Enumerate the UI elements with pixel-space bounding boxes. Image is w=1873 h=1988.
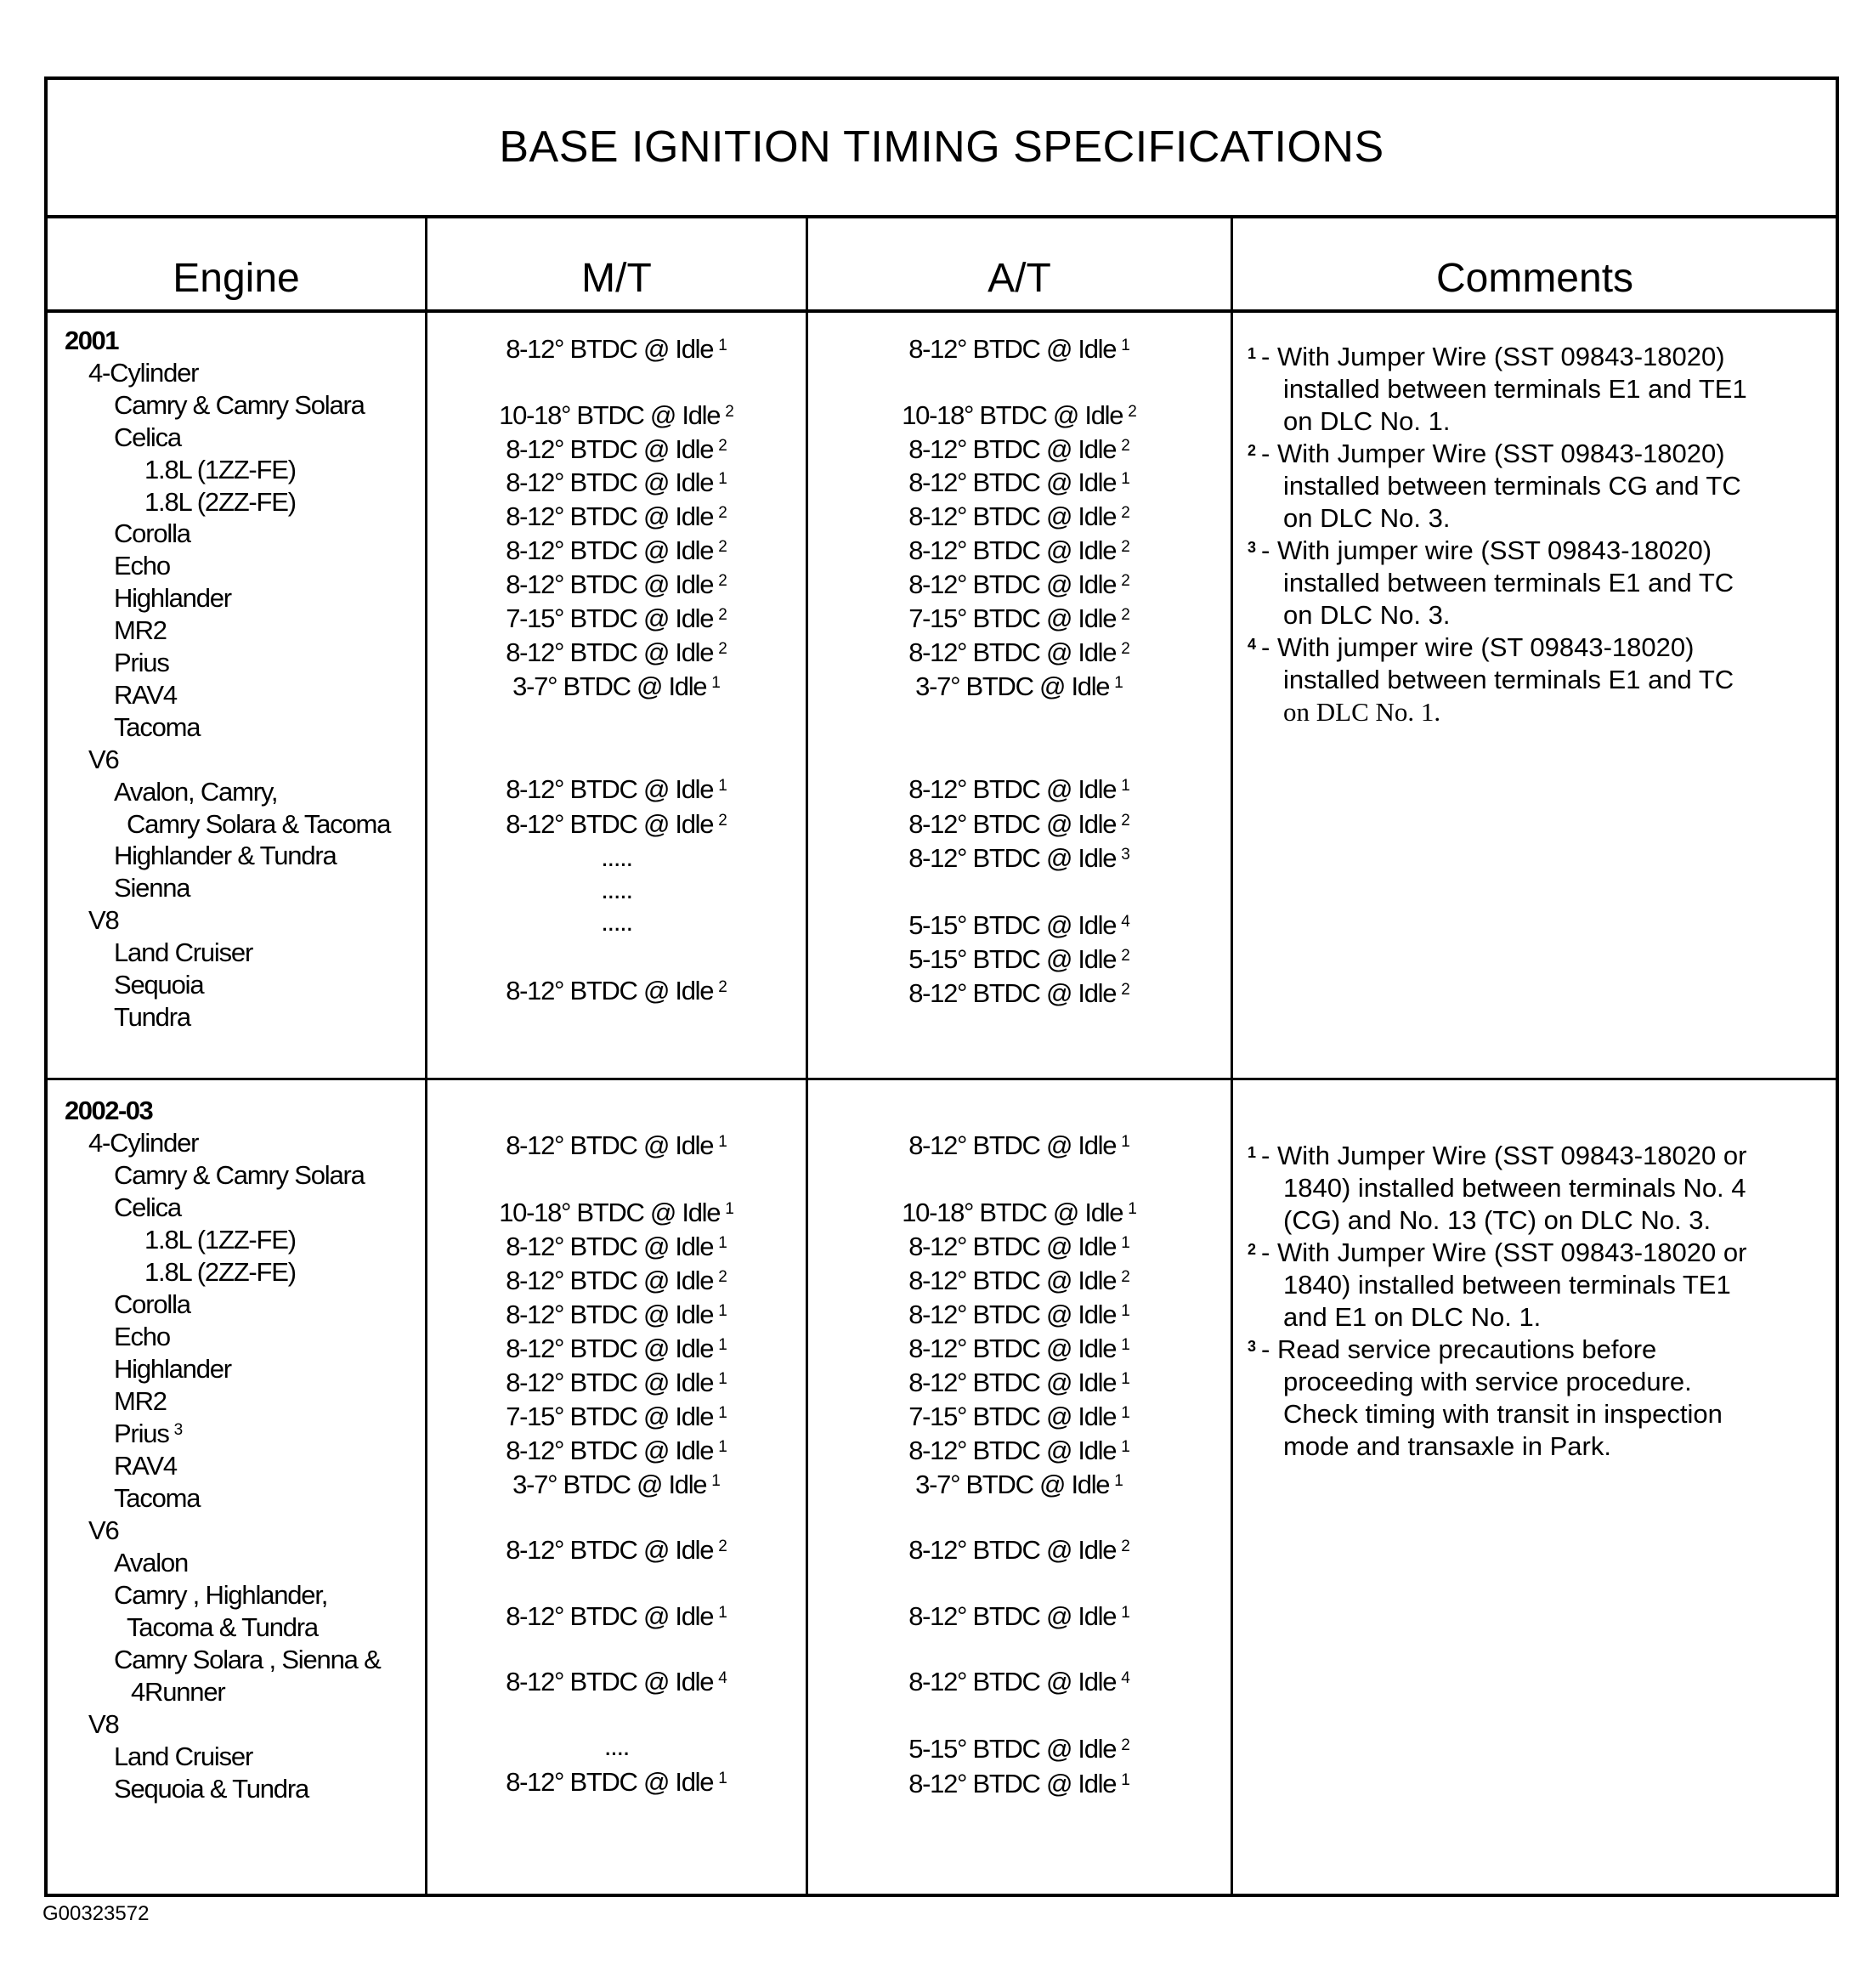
mt-value: 8-12° BTDC @ Idle $^1$ bbox=[506, 774, 727, 804]
footnote-marker: 1 bbox=[718, 470, 727, 488]
footnote-marker: 1 bbox=[1121, 1336, 1130, 1354]
at-value: 7-15° BTDC @ Idle $^1$ bbox=[908, 1402, 1130, 1431]
mt-value: ..... bbox=[601, 842, 632, 872]
mt-value: 8-12° BTDC @ Idle $^1$ bbox=[506, 1232, 727, 1261]
footnote-number: 2 bbox=[1248, 1241, 1257, 1258]
footnote-marker: 1 bbox=[718, 1370, 727, 1388]
mt-value: 8-12° BTDC @ Idle $^1$ bbox=[506, 1130, 727, 1160]
at-value: 10-18° BTDC @ Idle $^1$ bbox=[902, 1198, 1137, 1227]
footnote-marker: 1 bbox=[711, 674, 721, 692]
footnote-marker: 2 bbox=[1121, 947, 1130, 965]
mt-value: 8-12° BTDC @ Idle $^1$ bbox=[506, 1767, 727, 1797]
footnote-item bbox=[1248, 632, 1747, 728]
footnote-line: installed between terminals E1 and TE1 bbox=[1283, 374, 1747, 404]
mt-value: ..... bbox=[601, 875, 632, 904]
footnote-marker: 1 bbox=[718, 1133, 727, 1151]
year-heading: 2002-03 bbox=[65, 1096, 153, 1125]
footnote-marker: 1 bbox=[718, 1234, 727, 1252]
footnote-marker: 2 bbox=[725, 403, 734, 421]
footnote-marker: 1 bbox=[1121, 470, 1130, 488]
at-value: 8-12° BTDC @ Idle $^1$ bbox=[908, 1300, 1130, 1329]
footnote-line: proceeding with service procedure. bbox=[1283, 1367, 1692, 1396]
footnote-marker: 3 bbox=[1121, 846, 1130, 864]
engine-label: Celica bbox=[114, 422, 181, 452]
footnote-line: mode and transaxle in Park. bbox=[1283, 1431, 1611, 1461]
footnote-marker: 2 bbox=[718, 812, 727, 830]
comments-block bbox=[1248, 1140, 1746, 1463]
footnote-marker: 2 bbox=[1121, 812, 1130, 830]
column-header-mt: M/T bbox=[581, 256, 652, 301]
engine-label: Highlander bbox=[114, 1354, 231, 1384]
at-value: 8-12° BTDC @ Idle $^1$ bbox=[908, 774, 1130, 804]
at-value: 7-15° BTDC @ Idle $^2$ bbox=[908, 603, 1130, 633]
engine-label: Echo bbox=[114, 1322, 170, 1351]
mt-value: 8-12° BTDC @ Idle $^1$ bbox=[506, 1300, 727, 1329]
footnote-marker: 1 bbox=[725, 1200, 734, 1218]
engine-label: Camry Solara , Sienna & bbox=[114, 1645, 381, 1674]
year-heading: 2001 bbox=[65, 326, 118, 355]
footnote-marker: 4 bbox=[1121, 1669, 1130, 1687]
engine-label: 1.8L (2ZZ-FE) bbox=[144, 486, 296, 517]
footnote-line: $^4$ - With jumper wire (ST 09843-18020) bbox=[1248, 632, 1695, 662]
engine-label: Land Cruiser bbox=[114, 1742, 253, 1771]
mt-value: 8-12° BTDC @ Idle $^1$ bbox=[506, 1368, 727, 1397]
at-value: 8-12° BTDC @ Idle $^1$ bbox=[908, 1334, 1130, 1363]
mt-value: 8-12° BTDC @ Idle $^2$ bbox=[506, 1535, 727, 1565]
engine-label: Prius bbox=[114, 648, 169, 677]
footnote-line: 1840) installed between terminals TE1 bbox=[1283, 1270, 1731, 1300]
at-value: 5-15° BTDC @ Idle $^2$ bbox=[908, 944, 1130, 974]
engine-label: Echo bbox=[114, 551, 170, 581]
footnote-marker: 1 bbox=[1121, 1234, 1130, 1252]
footnote-marker: 2 bbox=[1121, 1736, 1130, 1754]
engine-label: 1.8L (1ZZ-FE) bbox=[144, 454, 296, 484]
at-value: 8-12° BTDC @ Idle $^3$ bbox=[908, 843, 1130, 873]
mt-value: 3-7° BTDC @ Idle $^1$ bbox=[512, 671, 721, 701]
footnote-marker: 2 bbox=[1121, 437, 1130, 455]
footnote-item bbox=[1248, 341, 1747, 438]
engine-label: Land Cruiser bbox=[114, 937, 253, 968]
engine-label: Tundra bbox=[114, 1001, 190, 1032]
mt-value: 8-12° BTDC @ Idle $^1$ bbox=[506, 1601, 727, 1631]
engine-label: 4-Cylinder bbox=[88, 357, 199, 388]
engine-label: 1.8L (2ZZ-FE) bbox=[144, 1257, 296, 1287]
at-value: 8-12° BTDC @ Idle $^2$ bbox=[908, 1266, 1130, 1295]
footnote-marker: 1 bbox=[718, 1404, 727, 1422]
footnote-line: on DLC No. 1. bbox=[1283, 697, 1441, 727]
footnote-line: $^2$ - With Jumper Wire (SST 09843-18020) bbox=[1248, 439, 1725, 468]
footnote-marker: 1 bbox=[1114, 1472, 1123, 1490]
footnote-item bbox=[1248, 535, 1747, 632]
footnote-item bbox=[1248, 438, 1747, 535]
at-value: 8-12° BTDC @ Idle $^2$ bbox=[908, 501, 1130, 531]
column-header-at: A/T bbox=[987, 256, 1051, 301]
engine-label: Camry , Highlander, bbox=[114, 1580, 328, 1610]
at-value: 5-15° BTDC @ Idle $^2$ bbox=[908, 1734, 1130, 1764]
footnote-marker: 1 bbox=[1121, 1302, 1130, 1320]
engine-label: Avalon bbox=[114, 1548, 189, 1577]
footnote-line: $^1$ - With Jumper Wire (SST 09843-18020 or bbox=[1248, 1141, 1747, 1170]
mt-value: 8-12° BTDC @ Idle $^2$ bbox=[506, 1266, 727, 1295]
footnote-number: 1 bbox=[1248, 345, 1257, 362]
footnote-marker: 2 bbox=[1121, 572, 1130, 590]
engine-label: Highlander bbox=[114, 583, 231, 614]
footnote-marker: 2 bbox=[1121, 504, 1130, 522]
footnote-marker: 1 bbox=[718, 1438, 727, 1456]
engine-label: Sequoia bbox=[114, 970, 204, 1000]
engine-label: Prius $^3$ bbox=[114, 1419, 184, 1448]
engine-label: Highlander & Tundra bbox=[114, 841, 337, 871]
at-value: 8-12° BTDC @ Idle $^1$ bbox=[908, 467, 1130, 497]
footnote-line: 1840) installed between terminals No. 4 bbox=[1283, 1173, 1746, 1203]
engine-label: Avalon, Camry, bbox=[114, 776, 278, 807]
at-value: 8-12° BTDC @ Idle $^1$ bbox=[908, 1601, 1130, 1631]
engine-label: RAV4 bbox=[114, 679, 177, 710]
at-value: 8-12° BTDC @ Idle $^2$ bbox=[908, 809, 1130, 839]
mt-value: 7-15° BTDC @ Idle $^2$ bbox=[506, 603, 727, 633]
footnote-marker: 1 bbox=[718, 777, 727, 795]
mt-value: 8-12° BTDC @ Idle $^2$ bbox=[506, 535, 727, 565]
at-value: 8-12° BTDC @ Idle $^2$ bbox=[908, 637, 1130, 667]
footnote-line: installed between terminals E1 and TC bbox=[1283, 568, 1734, 598]
footnote-line: $^2$ - With Jumper Wire (SST 09843-18020 or bbox=[1248, 1238, 1747, 1267]
footnote-number: 3 bbox=[1248, 539, 1257, 556]
footnote-marker: 2 bbox=[1121, 538, 1130, 556]
footnote-marker: 1 bbox=[1121, 777, 1130, 795]
at-value: 10-18° BTDC @ Idle $^2$ bbox=[902, 400, 1137, 430]
figure-code: G00323572 bbox=[42, 1902, 150, 1925]
footnote-marker: 1 bbox=[711, 1472, 721, 1490]
footnote-marker: 2 bbox=[1121, 981, 1130, 999]
comments-block bbox=[1248, 341, 1747, 728]
footnote-marker: 3 bbox=[173, 1421, 184, 1439]
engine-label: V8 bbox=[88, 905, 119, 936]
footnote-marker: 4 bbox=[1121, 913, 1130, 931]
engine-label: V6 bbox=[88, 744, 119, 774]
engine-label: Camry & Camry Solara bbox=[114, 1160, 365, 1190]
footnote-line: $^1$ - With Jumper Wire (SST 09843-18020) bbox=[1248, 342, 1725, 371]
footnote-marker: 2 bbox=[718, 504, 727, 522]
footnote-line: Check timing with transit in inspection bbox=[1283, 1399, 1723, 1429]
engine-label: MR2 bbox=[114, 1386, 167, 1416]
footnote-marker: 2 bbox=[718, 978, 727, 996]
footnote-marker: 1 bbox=[1121, 1370, 1130, 1388]
footnote-marker: 2 bbox=[718, 437, 727, 455]
engine-label: Tacoma bbox=[114, 711, 201, 742]
mt-value: 8-12° BTDC @ Idle $^2$ bbox=[506, 569, 727, 599]
footnote-number: 4 bbox=[1248, 636, 1257, 653]
section-divider bbox=[44, 1078, 1839, 1080]
mt-value: 8-12° BTDC @ Idle $^2$ bbox=[506, 976, 727, 1005]
column-divider-3 bbox=[1231, 217, 1233, 1895]
footnote-line: installed between terminals CG and TC bbox=[1283, 471, 1741, 501]
footnote-line: installed between terminals E1 and TC bbox=[1283, 665, 1734, 694]
footnote-marker: 1 bbox=[718, 1336, 727, 1354]
footnote-number: 2 bbox=[1248, 442, 1257, 459]
engine-label: RAV4 bbox=[114, 1451, 177, 1481]
at-value: 8-12° BTDC @ Idle $^1$ bbox=[908, 1436, 1130, 1465]
footnote-marker: 2 bbox=[1121, 606, 1130, 624]
mt-value: 8-12° BTDC @ Idle $^1$ bbox=[506, 1436, 727, 1465]
footnote-marker: 4 bbox=[718, 1669, 727, 1687]
mt-value: 3-7° BTDC @ Idle $^1$ bbox=[512, 1470, 721, 1499]
engine-label: Sienna bbox=[114, 873, 190, 903]
footnote-marker: 1 bbox=[1121, 1771, 1130, 1789]
engine-label: Corolla bbox=[114, 518, 190, 549]
at-value: 8-12° BTDC @ Idle $^2$ bbox=[908, 1535, 1130, 1565]
engine-label: 4Runner bbox=[131, 1677, 225, 1707]
page-title: BASE IGNITION TIMING SPECIFICATIONS bbox=[499, 122, 1384, 172]
engine-label: Camry Solara & Tacoma bbox=[127, 808, 391, 839]
footnote-marker: 2 bbox=[1121, 1268, 1130, 1286]
footnote-marker: 1 bbox=[1128, 1200, 1137, 1218]
footnote-number: 1 bbox=[1248, 1144, 1257, 1161]
at-value: 8-12° BTDC @ Idle $^1$ bbox=[908, 334, 1130, 364]
footnote-line: (CG) and No. 13 (TC) on DLC No. 3. bbox=[1283, 1205, 1712, 1235]
at-value: 3-7° BTDC @ Idle $^1$ bbox=[915, 1470, 1123, 1499]
engine-label: Tacoma bbox=[114, 1483, 201, 1513]
mt-value: 8-12° BTDC @ Idle $^4$ bbox=[506, 1667, 727, 1696]
at-value: 8-12° BTDC @ Idle $^1$ bbox=[908, 1130, 1130, 1160]
footnote-line: $^3$ - Read service precautions before bbox=[1248, 1334, 1657, 1364]
at-value: 3-7° BTDC @ Idle $^1$ bbox=[915, 671, 1123, 701]
at-value: 8-12° BTDC @ Idle $^1$ bbox=[908, 1368, 1130, 1397]
at-value: 8-12° BTDC @ Idle $^2$ bbox=[908, 978, 1130, 1008]
footnote-marker: 2 bbox=[1128, 403, 1137, 421]
footnote-marker: 2 bbox=[718, 572, 727, 590]
footnote-marker: 1 bbox=[1121, 1438, 1130, 1456]
mt-value: 8-12° BTDC @ Idle $^1$ bbox=[506, 1334, 727, 1363]
column-header-comments: Comments bbox=[1435, 256, 1634, 301]
mt-value: ..... bbox=[601, 907, 632, 937]
footnote-marker: 1 bbox=[718, 337, 727, 354]
engine-label: V8 bbox=[88, 1709, 119, 1739]
footnote-marker: 1 bbox=[1121, 337, 1130, 354]
engine-label: MR2 bbox=[114, 615, 167, 646]
engine-label: Celica bbox=[114, 1192, 181, 1222]
engine-label: V6 bbox=[88, 1515, 119, 1545]
mt-value: 10-18° BTDC @ Idle $^1$ bbox=[499, 1198, 734, 1227]
mt-value: 7-15° BTDC @ Idle $^1$ bbox=[506, 1402, 727, 1431]
footnote-marker: 1 bbox=[1121, 1604, 1130, 1622]
at-value: 8-12° BTDC @ Idle $^2$ bbox=[908, 569, 1130, 599]
footnote-marker: 1 bbox=[718, 1604, 727, 1622]
footnote-marker: 2 bbox=[1121, 640, 1130, 658]
footnote-marker: 2 bbox=[718, 606, 727, 624]
column-header-engine: Engine bbox=[173, 256, 300, 301]
footnote-number: 3 bbox=[1248, 1338, 1257, 1355]
footnote-line: and E1 on DLC No. 1. bbox=[1283, 1302, 1542, 1332]
engine-label: Tacoma & Tundra bbox=[127, 1612, 318, 1642]
footnote-marker: 1 bbox=[718, 1302, 727, 1320]
mt-value: 8-12° BTDC @ Idle $^2$ bbox=[506, 809, 727, 839]
footnote-marker: 2 bbox=[718, 1538, 727, 1555]
footnote-item bbox=[1248, 1237, 1746, 1334]
footnote-item bbox=[1248, 1140, 1746, 1237]
at-value: 5-15° BTDC @ Idle $^4$ bbox=[908, 910, 1130, 940]
footnote-marker: 1 bbox=[718, 1770, 727, 1787]
footnote-item bbox=[1248, 1334, 1746, 1463]
mt-value: .... bbox=[603, 1731, 630, 1761]
at-value: 8-12° BTDC @ Idle $^4$ bbox=[908, 1667, 1130, 1696]
footnote-line: $^3$ - With jumper wire (SST 09843-18020) bbox=[1248, 535, 1712, 565]
engine-label: 4-Cylinder bbox=[88, 1128, 199, 1158]
mt-value: 10-18° BTDC @ Idle $^2$ bbox=[499, 400, 734, 430]
at-value: 8-12° BTDC @ Idle $^1$ bbox=[908, 1769, 1130, 1798]
footnote-marker: 2 bbox=[718, 538, 727, 556]
engine-label: Sequoia & Tundra bbox=[114, 1774, 308, 1804]
footnote-marker: 2 bbox=[718, 640, 727, 658]
footnote-line: on DLC No. 1. bbox=[1283, 406, 1451, 436]
footnote-marker: 1 bbox=[1121, 1133, 1130, 1151]
at-value: 8-12° BTDC @ Idle $^2$ bbox=[908, 535, 1130, 565]
engine-label: 1.8L (1ZZ-FE) bbox=[144, 1225, 296, 1255]
mt-value: 8-12° BTDC @ Idle $^1$ bbox=[506, 334, 727, 364]
footnote-marker: 2 bbox=[1121, 1538, 1130, 1555]
engine-label: Camry & Camry Solara bbox=[114, 389, 365, 420]
header-divider bbox=[44, 309, 1839, 313]
footnote-line: on DLC No. 3. bbox=[1283, 503, 1451, 533]
footnote-marker: 2 bbox=[718, 1268, 727, 1286]
footnote-marker: 1 bbox=[1114, 674, 1123, 692]
mt-value: 8-12° BTDC @ Idle $^2$ bbox=[506, 637, 727, 667]
mt-value: 8-12° BTDC @ Idle $^2$ bbox=[506, 501, 727, 531]
engine-label: Corolla bbox=[114, 1289, 190, 1319]
at-value: 8-12° BTDC @ Idle $^1$ bbox=[908, 1232, 1130, 1261]
mt-value: 8-12° BTDC @ Idle $^1$ bbox=[506, 467, 727, 497]
at-value: 8-12° BTDC @ Idle $^2$ bbox=[908, 434, 1130, 464]
footnote-marker: 1 bbox=[1121, 1404, 1130, 1422]
mt-value: 8-12° BTDC @ Idle $^2$ bbox=[506, 434, 727, 464]
footnote-line: on DLC No. 3. bbox=[1283, 600, 1451, 630]
